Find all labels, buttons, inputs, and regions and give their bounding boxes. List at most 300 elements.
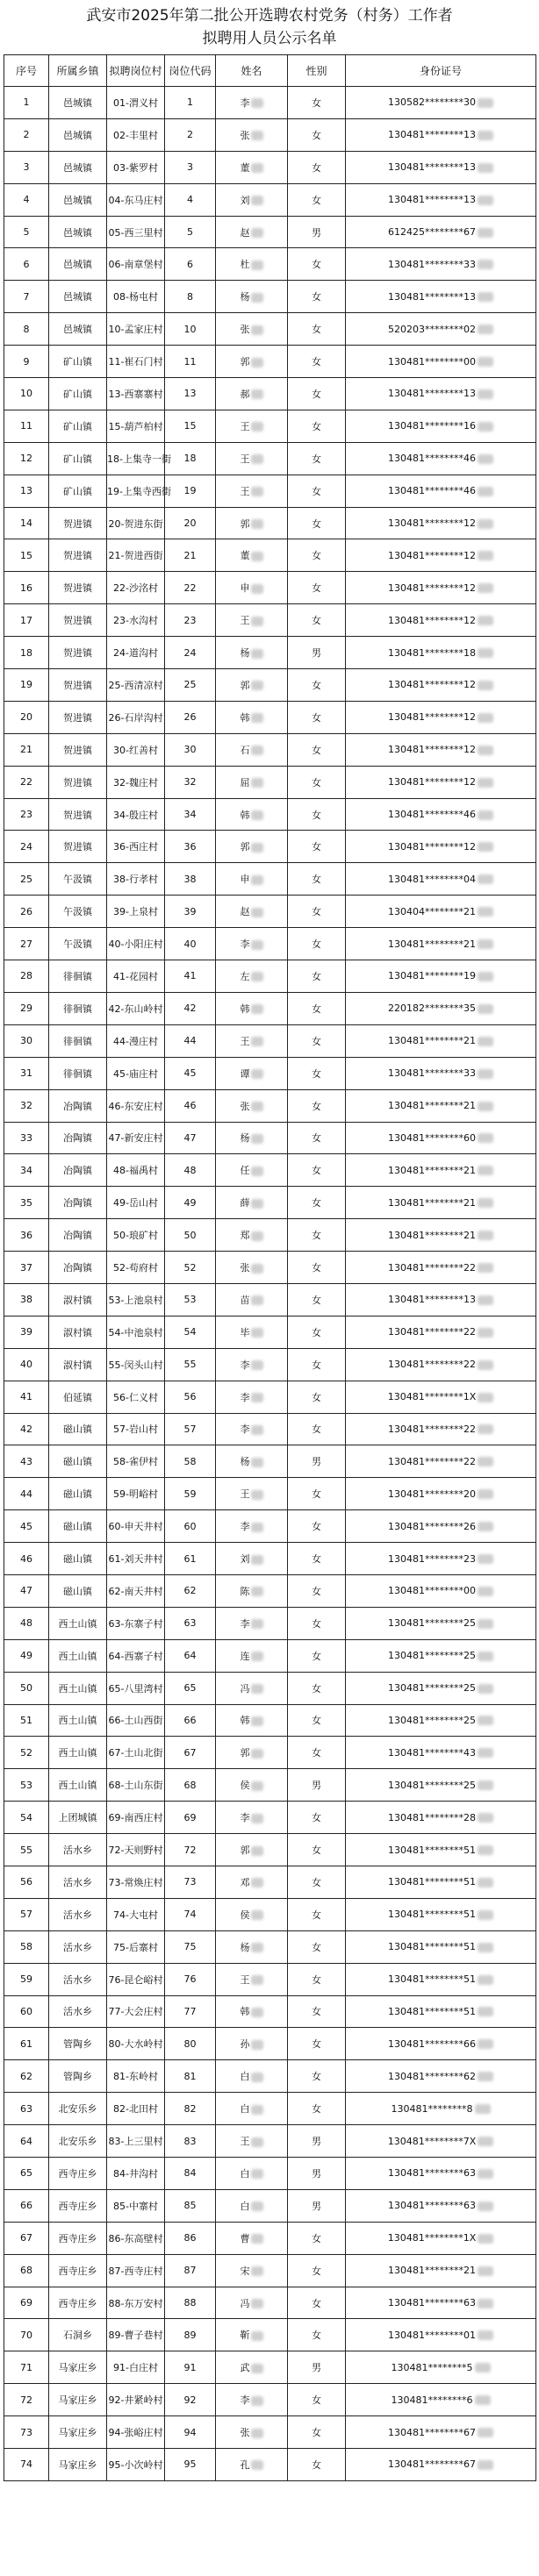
cell-name — [216, 2028, 288, 2060]
table-row — [4, 896, 536, 928]
cell-code — [165, 2060, 216, 2093]
cell-village-text: 48-福禹村 — [113, 1165, 158, 1177]
table-row — [4, 1252, 536, 1284]
name-redaction — [251, 2460, 263, 2470]
cell-name — [216, 1122, 288, 1154]
cell-town-text: 活水乡 — [63, 1941, 92, 1953]
cell-no — [4, 669, 49, 702]
cell-no — [4, 1154, 49, 1187]
cell-name-text: 韩 — [240, 1715, 250, 1727]
cell-id — [346, 669, 536, 702]
cell-gender-text: 女 — [312, 129, 321, 141]
name-redaction — [251, 1814, 263, 1823]
cell-id-text: 130481********51 — [388, 1876, 476, 1888]
cell-gender-text: 女 — [312, 291, 321, 303]
cell-name-text: 王 — [240, 420, 250, 432]
cell-no-text: 25 — [20, 873, 32, 885]
name-redaction — [251, 1102, 263, 1111]
cell-no-text: 68 — [20, 2265, 32, 2277]
id-redaction — [478, 1489, 493, 1499]
id-redaction — [478, 551, 493, 560]
cell-town-text: 西土山镇 — [58, 1682, 97, 1695]
cell-name — [216, 1543, 288, 1575]
cell-village-text: 23-水沟村 — [113, 615, 158, 627]
cell-id — [346, 442, 536, 475]
cell-code — [165, 248, 216, 281]
cell-town-text: 矿山镇 — [63, 453, 92, 465]
cell-gender-text: 女 — [312, 1165, 321, 1177]
id-redaction — [478, 1457, 493, 1466]
table-row — [4, 1737, 536, 1769]
cell-id-text: 130481********1X — [387, 2232, 477, 2244]
cell-id — [346, 766, 536, 798]
cell-gender-text: 女 — [312, 96, 321, 109]
cell-id-text: 130481********67 — [388, 2426, 476, 2438]
cell-id — [346, 1930, 536, 1963]
cell-name-text: 孙 — [240, 2038, 250, 2051]
cell-name — [216, 1219, 288, 1252]
cell-id-text: 130481********00 — [388, 355, 476, 367]
cell-code-text: 82 — [183, 2102, 197, 2115]
cell-village-text: 42-东山岭村 — [108, 1003, 163, 1015]
cell-name-text: 韩 — [240, 711, 250, 724]
cell-code — [165, 2028, 216, 2060]
cell-no-text: 65 — [20, 2167, 32, 2180]
cell-town — [49, 410, 107, 442]
table-row — [4, 1834, 536, 1866]
cell-town — [49, 151, 107, 183]
name-redaction — [251, 454, 263, 464]
cell-no — [4, 378, 49, 410]
cell-no-text: 12 — [20, 453, 32, 465]
header-no: 序号 — [4, 55, 49, 87]
cell-name-text: 谭 — [240, 1067, 250, 1080]
cell-village — [107, 1381, 165, 1413]
cell-town-text: 活水乡 — [63, 1876, 92, 1888]
cell-code-text: 63 — [183, 1617, 197, 1630]
cell-id — [346, 1024, 536, 1057]
table-row — [4, 346, 536, 378]
title-line-2: 拟聘用人员公示名单 — [202, 30, 337, 47]
cell-id-text: 130481********13 — [388, 1294, 476, 1306]
cell-no — [4, 248, 49, 281]
id-redaction — [478, 713, 493, 723]
cell-village-text: 05-西三里村 — [108, 226, 163, 239]
id-redaction — [478, 1910, 493, 1920]
cell-code-text: 61 — [183, 1552, 197, 1565]
cell-id — [346, 539, 536, 572]
cell-no-text: 27 — [20, 938, 32, 950]
cell-code — [165, 2222, 216, 2254]
cell-village-text: 18-上集寺一街 — [107, 453, 171, 465]
cell-village-text: 36-西庄村 — [113, 841, 158, 853]
cell-no — [4, 151, 49, 183]
cell-village — [107, 183, 165, 216]
cell-no — [4, 2449, 49, 2481]
cell-town-text: 马家庄乡 — [58, 2427, 97, 2439]
cell-town — [49, 637, 107, 669]
cell-village-text: 24-道沟村 — [113, 647, 158, 660]
cell-code-text: 36 — [183, 840, 197, 853]
table-row — [4, 604, 536, 637]
id-redaction — [478, 616, 493, 625]
cell-gender-text: 女 — [312, 1585, 321, 1597]
id-redaction — [478, 1943, 493, 1952]
cell-code — [165, 992, 216, 1024]
cell-town-text: 徘徊镇 — [63, 1067, 92, 1080]
cell-name — [216, 1089, 288, 1122]
table-row — [4, 1930, 536, 1963]
cell-town — [49, 2093, 107, 2125]
name-redaction — [251, 875, 263, 885]
table-row — [4, 151, 536, 183]
cell-code — [165, 216, 216, 248]
name-redaction — [251, 1684, 263, 1694]
name-redaction — [251, 1716, 263, 1726]
cell-id-text: 130481********04 — [388, 873, 476, 885]
cell-no-text: 20 — [20, 711, 32, 724]
cell-no-text: 17 — [20, 614, 32, 626]
cell-town — [49, 1704, 107, 1737]
cell-gender-text: 女 — [312, 1553, 321, 1566]
cell-no — [4, 1089, 49, 1122]
id-redaction — [478, 2460, 493, 2470]
cell-village-text: 54-中池泉村 — [108, 1326, 163, 1338]
cell-gender-text: 女 — [312, 485, 321, 497]
cell-town — [49, 992, 107, 1024]
cell-id-text: 130481********46 — [388, 809, 476, 821]
cell-town — [49, 2222, 107, 2254]
cell-village-text: 80-大水岭村 — [108, 2038, 163, 2051]
cell-name-text: 韩 — [240, 809, 250, 821]
cell-name-text: 李 — [240, 1391, 250, 1403]
id-redaction — [478, 422, 493, 432]
cell-town — [49, 2125, 107, 2158]
cell-code-text: 25 — [183, 679, 197, 691]
cell-village — [107, 1930, 165, 1963]
cell-id — [346, 87, 536, 119]
cell-village-text: 56-仁义村 — [113, 1391, 158, 1403]
cell-town-text: 矿山镇 — [63, 388, 92, 400]
cell-name — [216, 1639, 288, 1672]
cell-id-text: 130582********30 — [388, 96, 476, 109]
cell-village — [107, 1510, 165, 1543]
cell-code — [165, 1704, 216, 1737]
cell-village — [107, 2189, 165, 2222]
cell-id — [346, 1543, 536, 1575]
cell-no-text: 49 — [20, 1650, 32, 1662]
id-redaction — [478, 939, 493, 949]
cell-code — [165, 1898, 216, 1930]
cell-village — [107, 1413, 165, 1445]
id-redaction — [478, 1748, 493, 1758]
cell-no-text: 50 — [20, 1682, 32, 1695]
document-title — [0, 0, 539, 54]
cell-code-text: 58 — [183, 1455, 197, 1467]
cell-village — [107, 2222, 165, 2254]
cell-code-text: 41 — [183, 970, 197, 982]
cell-village — [107, 669, 165, 702]
id-redaction — [478, 1813, 493, 1823]
cell-id-text: 130481********13 — [388, 161, 476, 174]
cell-gender-text: 女 — [312, 259, 321, 271]
cell-town-text: 管陶乡 — [63, 2071, 92, 2083]
cell-village-text: 44-漫庄村 — [113, 1035, 158, 1047]
header-name: 姓名 — [216, 55, 288, 87]
name-redaction — [251, 681, 263, 690]
cell-village-text: 68-土山东街 — [108, 1780, 163, 1792]
cell-no — [4, 1057, 49, 1089]
cell-id-text: 130481********12 — [388, 582, 476, 594]
cell-id-text: 130481********25 — [388, 1617, 476, 1630]
cell-town — [49, 1413, 107, 1445]
cell-no-text: 3 — [23, 161, 30, 174]
cell-no — [4, 572, 49, 604]
cell-name-text: 白 — [240, 2167, 250, 2180]
cell-village-text: 88-东万安村 — [108, 2297, 163, 2309]
cell-no — [4, 216, 49, 248]
cell-name-text: 韩 — [240, 2006, 250, 2018]
cell-name-text: 赵 — [240, 906, 250, 918]
cell-name-text: 李 — [240, 96, 250, 109]
cell-village — [107, 2125, 165, 2158]
cell-no-text: 30 — [20, 1035, 32, 1047]
cell-village-text: 49-岳山村 — [113, 1197, 158, 1210]
name-redaction — [251, 1360, 263, 1370]
cell-no-text: 6 — [23, 258, 30, 270]
cell-name-text: 薛 — [240, 1197, 250, 1210]
table-row — [4, 1316, 536, 1348]
cell-code — [165, 669, 216, 702]
id-redaction — [478, 2007, 493, 2016]
cell-id — [346, 1445, 536, 1478]
cell-town — [49, 507, 107, 539]
cell-no-text: 48 — [20, 1617, 32, 1630]
id-redaction — [478, 389, 493, 399]
cell-town — [49, 2319, 107, 2351]
cell-code — [165, 2384, 216, 2416]
table-row — [4, 798, 536, 831]
cell-gender — [288, 1737, 346, 1769]
cell-no — [4, 1348, 49, 1381]
cell-code-text: 73 — [183, 1876, 197, 1888]
cell-id — [346, 1995, 536, 2028]
cell-town — [49, 248, 107, 281]
cell-id — [346, 701, 536, 733]
cell-village — [107, 507, 165, 539]
cell-name-text: 李 — [240, 1424, 250, 1436]
cell-name — [216, 798, 288, 831]
cell-name — [216, 2158, 288, 2190]
cell-id-text: 130481********19 — [388, 970, 476, 982]
table-row — [4, 701, 536, 733]
cell-code — [165, 928, 216, 960]
cell-no — [4, 2093, 49, 2125]
cell-gender — [288, 1154, 346, 1187]
cell-gender — [288, 442, 346, 475]
table-row — [4, 1672, 536, 1704]
cell-code-text: 95 — [183, 2458, 197, 2471]
cell-village — [107, 2416, 165, 2449]
cell-name-text: 白 — [240, 2200, 250, 2212]
cell-no-text: 56 — [20, 1876, 32, 1888]
cell-gender — [288, 2060, 346, 2093]
cell-village-text: 41-花园村 — [113, 970, 158, 982]
cell-town-text: 活水乡 — [63, 1973, 92, 1986]
cell-town — [49, 928, 107, 960]
cell-no-text: 23 — [20, 809, 32, 821]
cell-id — [346, 281, 536, 313]
cell-village-text: 08-杨屯村 — [113, 291, 158, 303]
cell-no — [4, 281, 49, 313]
cell-code-text: 48 — [183, 1164, 197, 1176]
cell-name-text: 邓 — [240, 1876, 250, 1888]
cell-village — [107, 151, 165, 183]
cell-no — [4, 346, 49, 378]
cell-gender — [288, 216, 346, 248]
cell-town-text: 邑城镇 — [63, 129, 92, 141]
cell-town — [49, 1154, 107, 1187]
cell-town-text: 西寺庄乡 — [58, 2167, 97, 2180]
id-redaction — [478, 2428, 493, 2437]
table-row — [4, 1413, 536, 1445]
id-redaction — [475, 2363, 491, 2373]
cell-no-text: 37 — [20, 1261, 32, 1274]
cell-code-text: 38 — [183, 873, 197, 885]
table-row — [4, 2125, 536, 2158]
cell-no-text: 74 — [20, 2458, 32, 2471]
id-redaction — [478, 842, 493, 852]
id-redaction — [478, 1587, 493, 1596]
cell-gender — [288, 1219, 346, 1252]
id-redaction — [478, 487, 493, 496]
cell-code — [165, 1607, 216, 1639]
cell-name-text: 郝 — [240, 388, 250, 400]
cell-name-text: 刘 — [240, 194, 250, 206]
cell-no-text: 47 — [20, 1585, 32, 1597]
cell-code-text: 86 — [183, 2232, 197, 2244]
cell-village-text: 75-后寨村 — [113, 1941, 158, 1953]
cell-no — [4, 2351, 49, 2384]
cell-no-text: 71 — [20, 2361, 32, 2373]
cell-gender — [288, 2093, 346, 2125]
cell-town — [49, 1381, 107, 1413]
cell-gender — [288, 1834, 346, 1866]
cell-id — [346, 1963, 536, 1995]
cell-id — [346, 1510, 536, 1543]
cell-id — [346, 410, 536, 442]
name-redaction — [251, 1781, 263, 1791]
name-redaction — [251, 940, 263, 950]
cell-village-text: 34-殷庄村 — [113, 809, 158, 821]
cell-code — [165, 2319, 216, 2351]
cell-code-text: 44 — [183, 1035, 197, 1047]
id-redaction — [478, 1295, 493, 1305]
cell-town — [49, 281, 107, 313]
table-row — [4, 1543, 536, 1575]
cell-village — [107, 1866, 165, 1898]
cell-town — [49, 1930, 107, 1963]
cell-code — [165, 701, 216, 733]
cell-id-text: 130481********21 — [388, 1229, 476, 1241]
cell-name-text: 张 — [240, 2427, 250, 2439]
cell-id-text: 130481********22 — [388, 1261, 476, 1274]
cell-no-text: 67 — [20, 2232, 32, 2244]
cell-village — [107, 766, 165, 798]
cell-gender — [288, 2125, 346, 2158]
cell-town-text: 马家庄乡 — [58, 2362, 97, 2374]
cell-name — [216, 701, 288, 733]
cell-id-text: 130481********21 — [388, 938, 476, 950]
cell-code — [165, 183, 216, 216]
cell-gender — [288, 1930, 346, 1963]
id-redaction — [478, 98, 493, 108]
cell-village-text: 52-苟府村 — [113, 1262, 158, 1274]
cell-id-text: 130481********25 — [388, 1682, 476, 1695]
cell-name-text: 杨 — [240, 1132, 250, 1145]
table-row — [4, 1639, 536, 1672]
cell-name — [216, 1283, 288, 1316]
cell-id-text: 130481********67 — [388, 2458, 476, 2471]
cell-name — [216, 1737, 288, 1769]
id-redaction — [478, 1133, 493, 1143]
table-row — [4, 1704, 536, 1737]
cell-village — [107, 1122, 165, 1154]
cell-id-text: 130481********66 — [388, 2037, 476, 2050]
cell-name — [216, 960, 288, 993]
cell-code — [165, 1089, 216, 1122]
cell-gender — [288, 766, 346, 798]
cell-gender-text: 女 — [312, 2458, 321, 2471]
cell-village-text: 50-琅矿村 — [113, 1230, 158, 1242]
cell-village-text: 03-紫罗村 — [113, 161, 158, 174]
cell-village-text: 20-贺进东街 — [108, 517, 163, 530]
cell-gender — [288, 798, 346, 831]
cell-town — [49, 863, 107, 896]
cell-gender — [288, 2189, 346, 2222]
cell-code — [165, 604, 216, 637]
cell-gender-text: 女 — [312, 1812, 321, 1824]
cell-no — [4, 1478, 49, 1510]
cell-no — [4, 2158, 49, 2190]
cell-name — [216, 831, 288, 863]
cell-id — [346, 798, 536, 831]
cell-no-text: 43 — [20, 1455, 32, 1467]
cell-name-text: 李 — [240, 938, 250, 951]
cell-village — [107, 539, 165, 572]
cell-code-text: 69 — [183, 1811, 197, 1823]
cell-gender — [288, 960, 346, 993]
cell-name — [216, 766, 288, 798]
cell-town — [49, 701, 107, 733]
cell-id — [346, 831, 536, 863]
cell-id — [346, 1639, 536, 1672]
cell-village-text: 64-西寨子村 — [108, 1650, 163, 1662]
cell-town — [49, 669, 107, 702]
name-redaction — [251, 2008, 263, 2017]
cell-code — [165, 313, 216, 346]
name-redaction — [251, 1652, 263, 1661]
name-redaction — [251, 1749, 263, 1759]
cell-code-text: 4 — [187, 194, 193, 206]
cell-town — [49, 2028, 107, 2060]
cell-village-text: 06-南章堡村 — [108, 259, 163, 271]
cell-no — [4, 1866, 49, 1898]
cell-town — [49, 539, 107, 572]
cell-id-text: 220182********35 — [388, 1003, 476, 1015]
name-redaction — [251, 584, 263, 594]
cell-village-text: 15-葫芦柏村 — [108, 420, 163, 432]
